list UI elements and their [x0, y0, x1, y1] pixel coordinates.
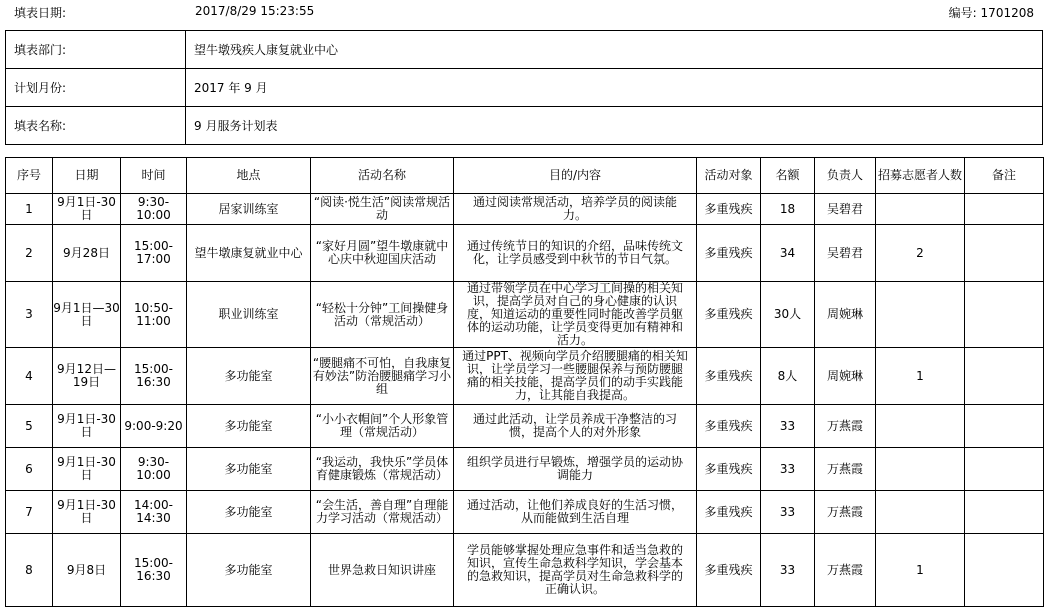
- cell-purpose: 学员能够掌握处理应急事件和适当急救的知识，宣传生命急救科学知识，学会基本的急救知识，提高学员对生命急救科学的正确认识。: [454, 534, 697, 607]
- form-name-value: 9 月服务计划表: [186, 107, 1043, 145]
- cell-date: 9月1日-30日: [53, 491, 121, 534]
- cell-leader: 万燕霞: [815, 405, 876, 448]
- cell-target: 多重残疾: [697, 282, 761, 348]
- department-label: 填表部门:: [6, 31, 186, 69]
- cell-place: 多功能室: [187, 405, 311, 448]
- plan-month-label: 计划月份:: [6, 69, 186, 107]
- table-row: [6, 194, 1044, 225]
- cell-place: 多功能室: [187, 534, 311, 607]
- cell-leader: 万燕霞: [815, 491, 876, 534]
- cell-date: 9月1日—30日: [53, 282, 121, 348]
- form-name-row: [6, 107, 1043, 145]
- cell-date: 9月1日-30日: [53, 405, 121, 448]
- cell-name: “腰腿痛不可怕，自我康复有妙法”防治腰腿痛学习小组: [311, 348, 454, 405]
- cell-purpose: 通过阅读常规活动，培养学员的阅读能力。: [454, 194, 697, 225]
- cell-volunteers: 1: [876, 534, 965, 607]
- plan-month-row: [6, 69, 1043, 107]
- cell-name: “小小衣帽间”个人形象管理（常规活动）: [311, 405, 454, 448]
- cell-name: “会生活，善自理”自理能力学习活动（常规活动）: [311, 491, 454, 534]
- cell-purpose: 通过PPT、视频向学员介绍腰腿痛的相关知识，让学员学习一些腰腿保养与预防腰腿痛的相关技能，提高学员们的动手实践能力，让其能自我提高。: [454, 348, 697, 405]
- cell-place: 居家训练室: [187, 194, 311, 225]
- cell-purpose: 通过带领学员在中心学习工间操的相关知识，提高学员对自己的身心健康的认识度，知道运动的重要性同时能改善学员躯体的运动功能，让学员变得更加有精神和活力。: [454, 282, 697, 348]
- department-value: 望牛墩残疾人康复就业中心: [186, 31, 1043, 69]
- cell-target: 多重残疾: [697, 194, 761, 225]
- cell-remark: [965, 348, 1044, 405]
- cell-quota: 30人: [761, 282, 815, 348]
- col-header-quota: 名额: [761, 158, 815, 194]
- serial-number: [949, 4, 1034, 21]
- cell-place: 多功能室: [187, 348, 311, 405]
- cell-no: 8: [6, 534, 53, 607]
- cell-target: 多重残疾: [697, 405, 761, 448]
- col-header-purpose: 目的/内容: [454, 158, 697, 194]
- cell-quota: 33: [761, 448, 815, 491]
- cell-remark: [965, 448, 1044, 491]
- cell-volunteers: [876, 448, 965, 491]
- cell-target: 多重残疾: [697, 491, 761, 534]
- table-row: [6, 534, 1044, 607]
- cell-volunteers: [876, 194, 965, 225]
- cell-no: 2: [6, 225, 53, 282]
- col-header-leader: 负责人: [815, 158, 876, 194]
- table-row: [6, 348, 1044, 405]
- cell-leader: 吴碧君: [815, 194, 876, 225]
- cell-quota: 33: [761, 534, 815, 607]
- cell-time: 14:00-14:30: [121, 491, 187, 534]
- cell-purpose: 通过此活动，让学员养成干净整洁的习惯，提高个人的对外形象: [454, 405, 697, 448]
- cell-quota: 34: [761, 225, 815, 282]
- form-name-label: 填表名称:: [6, 107, 186, 145]
- cell-leader: 周婉琳: [815, 348, 876, 405]
- cell-remark: [965, 534, 1044, 607]
- plan-month-value: 2017 年 9 月: [186, 69, 1043, 107]
- cell-leader: 周婉琳: [815, 282, 876, 348]
- col-header-activity-name: 活动名称: [311, 158, 454, 194]
- cell-purpose: 通过活动，让他们养成良好的生活习惯，从而能做到生活自理: [454, 491, 697, 534]
- cell-target: 多重残疾: [697, 348, 761, 405]
- cell-leader: 万燕霞: [815, 534, 876, 607]
- col-header-remark: 备注: [965, 158, 1044, 194]
- col-header-no: 序号: [6, 158, 53, 194]
- cell-target: 多重残疾: [697, 534, 761, 607]
- cell-purpose: 组织学员进行早锻炼，增强学员的运动协调能力: [454, 448, 697, 491]
- fill-date-value: 2017/8/29 15:23:55: [195, 4, 315, 18]
- col-header-date: 日期: [53, 158, 121, 194]
- col-header-target: 活动对象: [697, 158, 761, 194]
- table-row: [6, 448, 1044, 491]
- cell-time: 15:00-16:30: [121, 348, 187, 405]
- info-table: [5, 30, 1043, 145]
- cell-target: 多重残疾: [697, 448, 761, 491]
- header-row: [6, 158, 1044, 194]
- cell-name: “阅读·悦生活”阅读常规活动: [311, 194, 454, 225]
- cell-no: 3: [6, 282, 53, 348]
- cell-time: 9:00-9:20: [121, 405, 187, 448]
- cell-time: 10:50-11:00: [121, 282, 187, 348]
- cell-volunteers: [876, 491, 965, 534]
- table-row: [6, 491, 1044, 534]
- cell-no: 6: [6, 448, 53, 491]
- cell-target: 多重残疾: [697, 225, 761, 282]
- cell-leader: 吴碧君: [815, 225, 876, 282]
- cell-purpose: 通过传统节日的知识的介绍，品味传统文化，让学员感受到中秋节的节日气氛。: [454, 225, 697, 282]
- cell-remark: [965, 225, 1044, 282]
- cell-no: 5: [6, 405, 53, 448]
- cell-volunteers: [876, 405, 965, 448]
- cell-date: 9月1日-30日: [53, 448, 121, 491]
- cell-date: 9月12日—19日: [53, 348, 121, 405]
- cell-time: 9:30-10:00: [121, 194, 187, 225]
- col-header-volunteers: 招募志愿者人数: [876, 158, 965, 194]
- table-row: [6, 405, 1044, 448]
- service-plan-table: [5, 157, 1044, 607]
- cell-date: 9月28日: [53, 225, 121, 282]
- cell-no: 1: [6, 194, 53, 225]
- cell-name: “家好月圆”望牛墩康就中心庆中秋迎国庆活动: [311, 225, 454, 282]
- department-row: [6, 31, 1043, 69]
- cell-place: 职业训练室: [187, 282, 311, 348]
- cell-remark: [965, 194, 1044, 225]
- cell-place: 多功能室: [187, 448, 311, 491]
- cell-no: 7: [6, 491, 53, 534]
- cell-volunteers: [876, 282, 965, 348]
- cell-date: 9月1日-30日: [53, 194, 121, 225]
- cell-name: “轻松十分钟”工间操健身活动（常规活动）: [311, 282, 454, 348]
- serial-label: 编号:: [948, 6, 977, 20]
- cell-place: 望牛墩康复就业中心: [187, 225, 311, 282]
- fill-date-label: 填表日期:: [14, 6, 67, 20]
- cell-volunteers: 2: [876, 225, 965, 282]
- serial-value: 1701208: [980, 6, 1034, 20]
- cell-remark: [965, 405, 1044, 448]
- cell-place: 多功能室: [187, 491, 311, 534]
- cell-quota: 33: [761, 491, 815, 534]
- cell-name: 世界急救日知识讲座: [311, 534, 454, 607]
- cell-quota: 8人: [761, 348, 815, 405]
- cell-leader: 万燕霞: [815, 448, 876, 491]
- cell-name: “我运动，我快乐”学员体育健康锻炼（常规活动）: [311, 448, 454, 491]
- cell-quota: 33: [761, 405, 815, 448]
- col-header-place: 地点: [187, 158, 311, 194]
- cell-quota: 18: [761, 194, 815, 225]
- table-row: [6, 225, 1044, 282]
- cell-no: 4: [6, 348, 53, 405]
- table-row: [6, 282, 1044, 348]
- cell-date: 9月8日: [53, 534, 121, 607]
- cell-remark: [965, 491, 1044, 534]
- cell-time: 15:00-16:30: [121, 534, 187, 607]
- cell-time: 15:00-17:00: [121, 225, 187, 282]
- cell-volunteers: 1: [876, 348, 965, 405]
- col-header-time: 时间: [121, 158, 187, 194]
- cell-time: 9:30-10:00: [121, 448, 187, 491]
- cell-remark: [965, 282, 1044, 348]
